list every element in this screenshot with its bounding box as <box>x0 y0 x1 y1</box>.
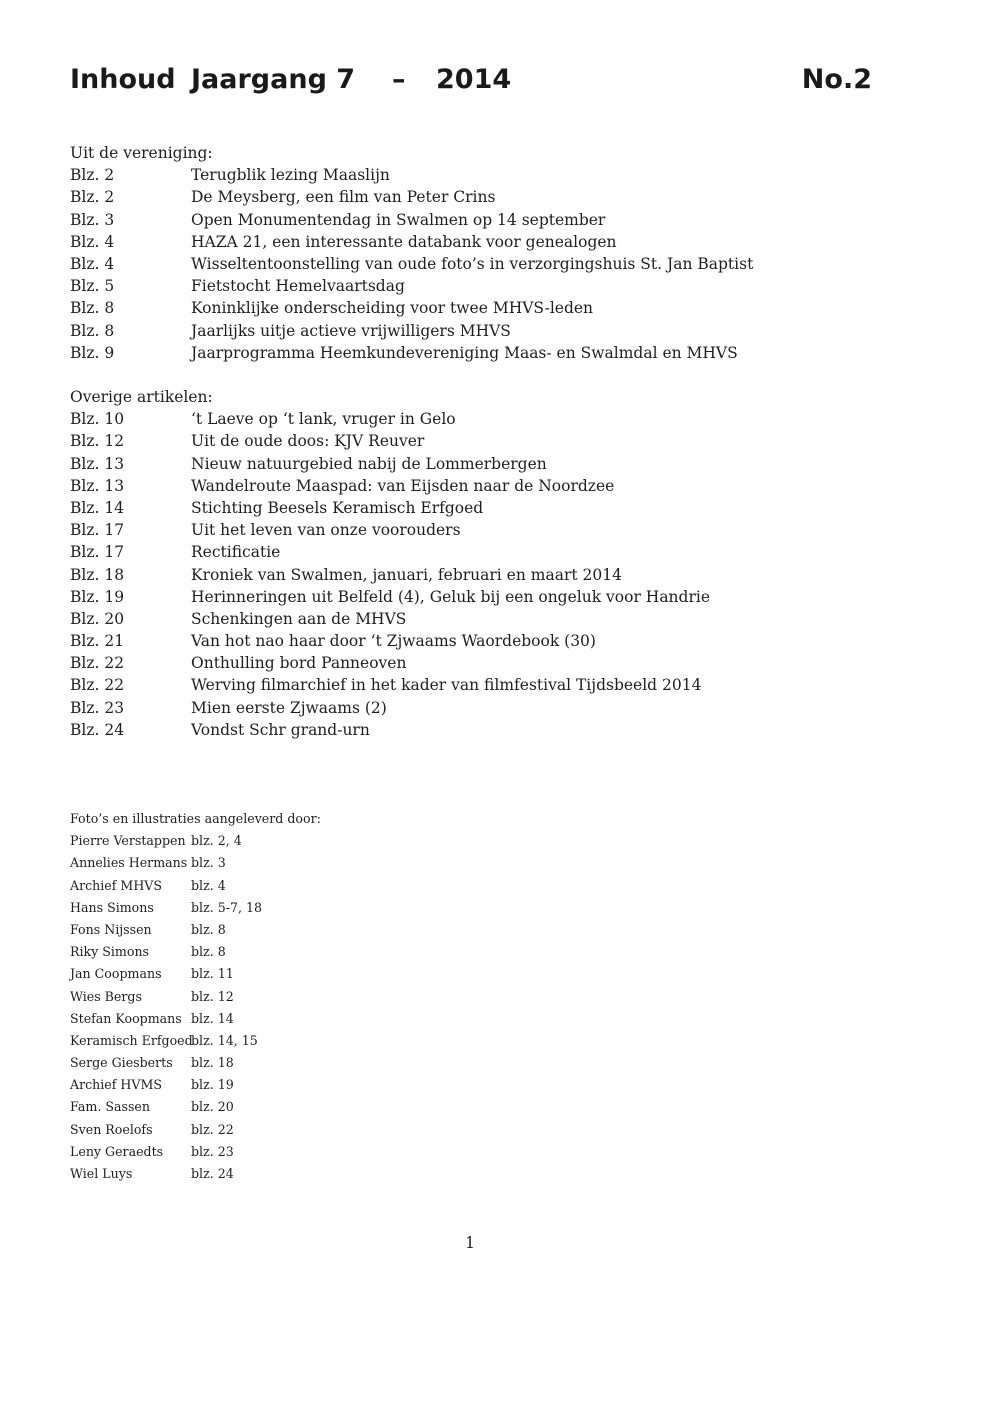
credit-entry <box>70 875 470 897</box>
toc-page-ref: Blz. 4 <box>70 254 115 273</box>
credit-pages: blz. 5-7, 18 <box>191 899 263 915</box>
credit-entry <box>70 830 470 852</box>
toc-page-ref: Blz. 8 <box>70 321 115 340</box>
toc-page-ref: Blz. 2 <box>70 188 115 207</box>
credit-name: Wiel Luys <box>70 1166 133 1181</box>
credit-pages: blz. 20 <box>191 1099 234 1115</box>
toc-entry <box>70 541 890 563</box>
toc-page-ref: Blz. 17 <box>70 521 125 540</box>
toc-entry <box>70 186 890 208</box>
credit-name: Sven Roelofs <box>70 1121 153 1137</box>
page-number: 1 <box>465 1234 475 1252</box>
toc-entry <box>70 408 890 430</box>
credit-name: Wies Bergs <box>70 988 142 1004</box>
toc-entry <box>70 586 890 608</box>
credit-name: Pierre Verstappen <box>70 833 186 849</box>
toc-entry <box>70 719 890 741</box>
credit-entry <box>70 1030 470 1052</box>
toc-article-title: Nieuw natuurgebied nabij de Lommerbergen <box>191 454 547 473</box>
toc-entry <box>70 564 890 586</box>
credit-name: Leny Geraedts <box>70 1143 164 1159</box>
credits-title: Foto’s en illustraties aangeleverd door: <box>70 811 321 826</box>
credit-pages: blz. 14, 15 <box>191 1032 258 1048</box>
credits-list <box>70 830 470 1185</box>
toc-page-ref: Blz. 8 <box>70 299 115 318</box>
toc-article-title: Mien eerste Zjwaams (2) <box>191 698 387 717</box>
toc-page-ref: Blz. 14 <box>70 498 125 517</box>
credit-entry <box>70 1096 470 1118</box>
toc-list <box>70 408 890 741</box>
credit-pages: blz. 4 <box>191 877 226 893</box>
credit-pages: blz. 2, 4 <box>191 833 242 849</box>
toc-article-title: ‘t Laeve op ‘t lank, vruger in Gelo <box>191 410 456 429</box>
toc-entry <box>70 674 890 696</box>
credit-entry <box>70 897 470 919</box>
toc-article-title: Fietstocht Hemelvaartsdag <box>191 277 405 296</box>
credit-name: Fam. Sassen <box>70 1099 150 1115</box>
toc-entry <box>70 652 890 674</box>
credit-entry <box>70 1074 470 1096</box>
toc-article-title: Terugblik lezing Maaslijn <box>191 166 390 185</box>
section-title: Overige artikelen: <box>70 388 213 406</box>
toc-article-title: De Meysberg, een film van Peter Crins <box>191 188 496 207</box>
toc-page-ref: Blz. 4 <box>70 232 115 251</box>
section-uit-de-vereniging <box>70 142 890 364</box>
toc-article-title: Wandelroute Maaspad: van Eijsden naar de Noordzee <box>191 476 615 495</box>
toc-page-ref: Blz. 24 <box>70 720 125 739</box>
credit-entry <box>70 963 470 985</box>
toc-page-ref: Blz. 22 <box>70 654 125 673</box>
toc-page-ref: Blz. 23 <box>70 698 125 717</box>
toc-article-title: Herinneringen uit Belfeld (4), Geluk bij een ongeluk voor Handrie <box>191 587 711 606</box>
credit-entry <box>70 986 470 1008</box>
toc-article-title: HAZA 21, een interessante databank voor genealogen <box>191 232 617 251</box>
credit-pages: blz. 8 <box>191 944 226 960</box>
toc-entry <box>70 231 890 253</box>
credit-name: Archief HVMS <box>70 1077 163 1093</box>
toc-article-title: Rectificatie <box>191 543 281 562</box>
toc-entry <box>70 697 890 719</box>
toc-entry <box>70 630 890 652</box>
toc-page-ref: Blz. 21 <box>70 632 125 651</box>
toc-entry <box>70 519 890 541</box>
photo-credits <box>70 808 470 1185</box>
credit-name: Annelies Hermans <box>70 855 188 871</box>
credit-entry <box>70 1141 470 1163</box>
credit-name: Serge Giesberts <box>70 1055 173 1071</box>
toc-entry <box>70 342 890 364</box>
credit-pages: blz. 8 <box>191 921 226 937</box>
toc-entry <box>70 275 890 297</box>
toc-page-ref: Blz. 13 <box>70 476 125 495</box>
toc-article-title: Uit de oude doos: KJV Reuver <box>191 432 425 451</box>
toc-entry <box>70 164 890 186</box>
credit-entry <box>70 1119 470 1141</box>
header-dash: – <box>392 64 406 95</box>
credit-pages: blz. 3 <box>191 855 226 871</box>
header-inhoud: Inhoud <box>70 64 176 95</box>
header-volume: Jaargang 7 <box>191 64 356 95</box>
credit-entry <box>70 919 470 941</box>
credit-entry <box>70 941 470 963</box>
section-title: Uit de vereniging: <box>70 144 213 162</box>
toc-page-ref: Blz. 10 <box>70 410 125 429</box>
toc-page-ref: Blz. 20 <box>70 609 125 628</box>
credit-entry <box>70 852 470 874</box>
toc-entry <box>70 320 890 342</box>
credit-pages: blz. 18 <box>191 1055 234 1071</box>
toc-article-title: Koninklijke onderscheiding voor twee MHVS-leden <box>191 299 594 318</box>
credit-pages: blz. 12 <box>191 988 234 1004</box>
credit-name: Keramisch Erfgoed <box>70 1032 193 1048</box>
credit-name: Hans Simons <box>70 899 154 915</box>
credit-pages: blz. 11 <box>191 966 234 982</box>
toc-entry <box>70 209 890 231</box>
toc-article-title: Stichting Beesels Keramisch Erfgoed <box>191 498 484 517</box>
toc-page-ref: Blz. 12 <box>70 432 125 451</box>
toc-article-title: Werving filmarchief in het kader van filmfestival Tijdsbeeld 2014 <box>191 676 702 695</box>
credit-name: Archief MHVS <box>70 877 163 893</box>
toc-page-ref: Blz. 22 <box>70 676 125 695</box>
credit-pages: blz. 19 <box>191 1077 234 1093</box>
toc-page-ref: Blz. 17 <box>70 543 125 562</box>
section-overige-artikelen <box>70 386 890 741</box>
toc-article-title: Jaarlijks uitje actieve vrijwilligers MHVS <box>191 321 511 340</box>
credit-entry <box>70 1008 470 1030</box>
toc-entry <box>70 497 890 519</box>
credit-pages: blz. 23 <box>191 1143 234 1159</box>
toc-page-ref: Blz. 9 <box>70 343 115 362</box>
toc-entry <box>70 430 890 452</box>
credit-entry <box>70 1052 470 1074</box>
toc-article-title: Onthulling bord Panneoven <box>191 654 407 673</box>
toc-entry <box>70 475 890 497</box>
credit-name: Fons Nijssen <box>70 921 152 937</box>
credit-name: Stefan Koopmans <box>70 1010 182 1026</box>
toc-page-ref: Blz. 13 <box>70 454 125 473</box>
credit-name: Riky Simons <box>70 944 150 960</box>
toc-page-ref: Blz. 5 <box>70 277 115 296</box>
credit-entry <box>70 1163 470 1185</box>
toc-article-title: Open Monumentendag in Swalmen op 14 september <box>191 210 606 229</box>
toc-entry <box>70 453 890 475</box>
toc-article-title: Vondst Schr grand-urn <box>191 720 370 739</box>
credit-pages: blz. 22 <box>191 1121 234 1137</box>
header-issue-number: No.2 <box>801 64 872 95</box>
toc-article-title: Schenkingen aan de MHVS <box>191 609 407 628</box>
credit-pages: blz. 24 <box>191 1166 234 1181</box>
toc-article-title: Jaarprogramma Heemkundevereniging Maas- en Swalmdal en MHVS <box>191 343 738 362</box>
toc-entry <box>70 608 890 630</box>
credit-name: Jan Coopmans <box>70 966 162 982</box>
header-year: 2014 <box>436 64 512 95</box>
toc-article-title: Van hot nao haar door ‘t Zjwaams Waordebook (30) <box>191 632 596 651</box>
toc-page-ref: Blz. 18 <box>70 565 125 584</box>
toc-article-title: Uit het leven van onze voorouders <box>191 521 461 540</box>
toc-article-title: Kroniek van Swalmen, januari, februari en maart 2014 <box>191 565 622 584</box>
toc-article-title: Wisseltentoonstelling van oude foto’s in verzorgingshuis St. Jan Baptist <box>191 254 754 273</box>
toc-list <box>70 164 890 364</box>
toc-page-ref: Blz. 3 <box>70 210 115 229</box>
toc-entry <box>70 297 890 319</box>
toc-entry <box>70 253 890 275</box>
credit-pages: blz. 14 <box>191 1010 234 1026</box>
toc-page-ref: Blz. 2 <box>70 166 115 185</box>
page-header <box>70 64 872 104</box>
toc-page-ref: Blz. 19 <box>70 587 125 606</box>
